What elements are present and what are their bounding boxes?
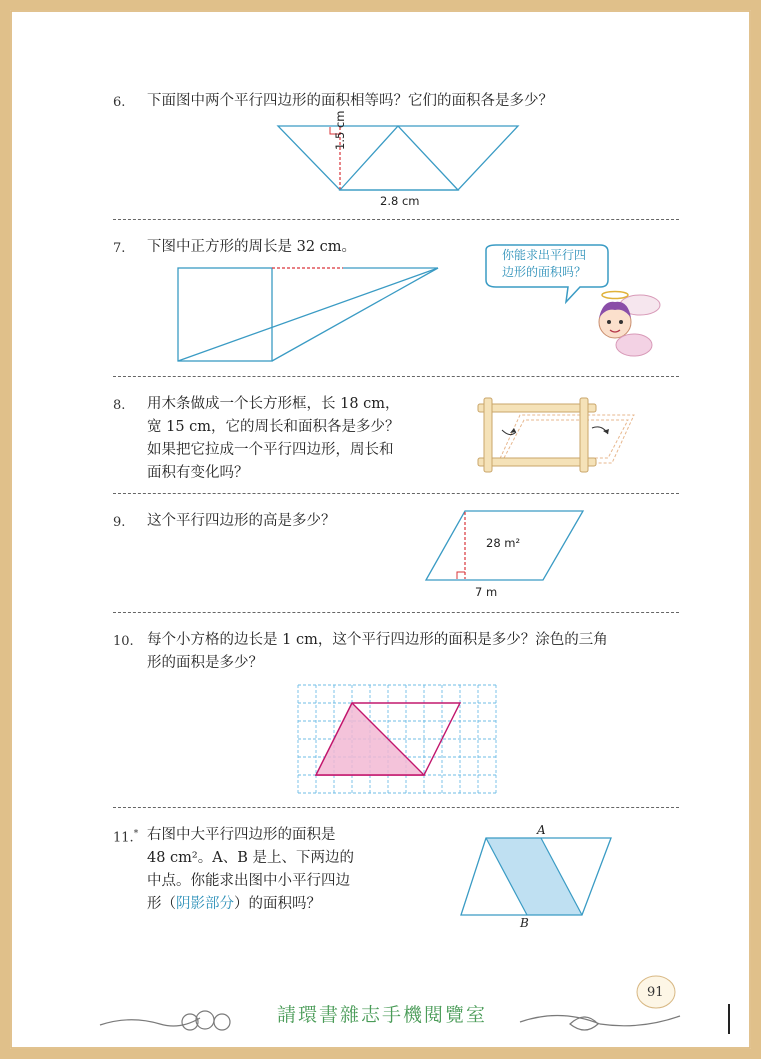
problem-10-line-1: 每个小方格的边长是 1 cm，这个平行四边形的面积是多少？涂色的三角 [147,632,608,648]
speech-bubble-line-2: 边形的面积吗？ [502,265,587,279]
shaded-part-highlight: 阴影部分 [176,896,234,912]
problem-7-number: 7. [113,241,126,256]
problem-11-line-3: 中点。你能求出图中小平行四边 [147,873,350,889]
problem-7-text: 下图中正方形的周长是 32 cm。 [147,239,357,255]
problem-11-number: 11.* [113,829,139,846]
point-b-label: B [520,916,529,930]
problem-6-number: 6. [113,95,126,110]
problem-11-line-4: 形（阴影部分）的面积吗？ [147,896,321,912]
problem-10-number: 10. [113,634,134,649]
problem-10-line-2: 形的面积是多少？ [147,655,263,671]
problem-8-number: 8. [113,398,126,413]
speech-bubble-line-1: 你能求出平行四 [502,248,587,262]
point-a-label: A [537,823,546,837]
footer-watermark: 請環書雜志手機閱覽室 [276,1004,487,1026]
problem-9-number: 9. [113,515,126,530]
page-number: 91 [647,985,664,1000]
problem-8-line-4: 面积有变化吗？ [147,465,249,481]
problem-8-line-1: 用木条做成一个长方形框，长 18 cm， [147,396,400,412]
problem-11-line-2: 48 cm²。A、B 是上、下两边的 [147,850,354,866]
problem-6-height-label: 1.5 cm [333,110,347,150]
problem-8-line-3: 如果把它拉成一个平行四边形，周长和 [147,442,394,458]
problem-9-base-label: 7 m [475,585,498,599]
problem-11-line-1: 右图中大平行四边形的面积是 [147,827,336,843]
problem-9-area-label: 28 m² [486,536,521,550]
problem-9-text: 这个平行四边形的高是多少？ [147,513,336,529]
problem-6-base-label: 2.8 cm [380,194,420,208]
problem-8-line-2: 宽 15 cm，它的周长和面积各是多少？ [147,419,400,435]
problem-6-text: 下面图中两个平行四边形的面积相等吗？它们的面积各是多少？ [147,93,553,109]
